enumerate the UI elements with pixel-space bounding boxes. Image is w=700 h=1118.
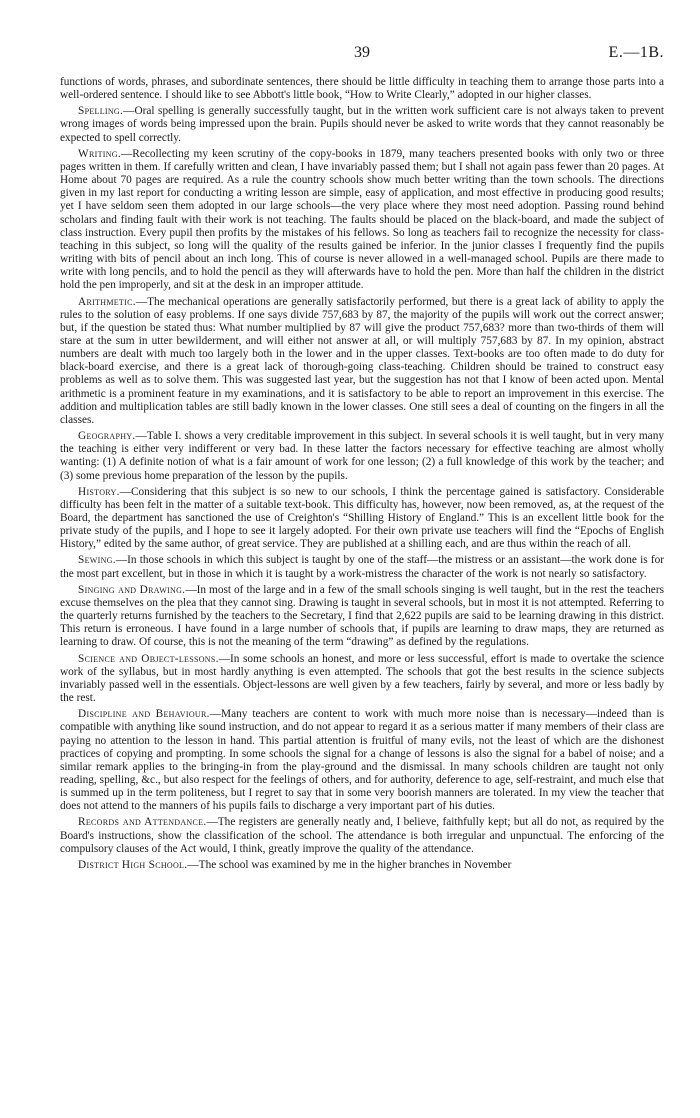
paragraph-arithmetic (60, 296, 664, 428)
paragraph-functions-of-words (60, 76, 664, 102)
paragraph-writing (60, 148, 664, 293)
paragraph-heading: Geography. (78, 430, 136, 443)
paragraph-science-and-object-lessons (60, 653, 664, 706)
paragraph-text: —In most of the large and in a few of the small schools singing is well taught, but in the rest the teachers excuse themselves on the plea that they cannot sing. Drawing is taught in several schools, but in most it is not attempted. Referring to the quarterly returns furnished by the teachers to the Secretary, I find that 2,622 pupils are said to be learning drawing in this district. This return is erroneous. I have found in a large number of schools that, if pupils are learning to draw maps, they are returned as learning to draw. Of course, this is not the meaning of the term “drawing” as defined by the regulations. (60, 583, 664, 649)
paragraph-heading: Discipline and Behaviour. (78, 708, 210, 721)
paragraph-text: —Table I. shows a very creditable improvement in this subject. In several schools it is well taught, but in very many the teaching is either very indifferent or very bad. In these latter the factors necessary for effective teaching are almost wholly wanting: (1) A definite notion of what is a fair amount of work for one lesson; (2) a full knowledge of this work by the teacher; and (3) some previous home preparation of the lesson by the pupils. (60, 430, 664, 482)
page-number: 39 (354, 44, 370, 61)
paragraph-heading: Spelling. (78, 105, 124, 118)
page-header (60, 44, 664, 64)
body-text (60, 76, 664, 875)
paragraph-text: —Many teachers are content to work with much more noise than is necessary—indeed than is compatible with anything like sound instruction, and do not appear to regard it as a serious matter if many members of their class are paying no attention to the lesson in hand. This partial attention is fruitful of many evils, not the least of which are the dishonest practices of copying and prompting. In some schools the signal for a change of lessons is also the signal for a babel of noise; and a similar remark applies to the bringing-in from the play-ground and the dismissal. In many schools children are taught not only reading, spelling, &c., but also respect for the feelings of others, and for authority, deference to age, self-restraint, and much else that is summed up in the term politeness, but I regret to say that in some very boorish manners are tolerated. In my view the teacher that does not attend to the manners of his pupils fails to discharge a very important part of his duties. (60, 708, 664, 813)
paragraph-geography (60, 430, 664, 483)
paragraph-heading: Sewing. (78, 554, 116, 567)
paragraph-text: functions of words, phrases, and subordinate sentences, there should be little difficulty in teaching them to arrange those parts into a well-ordered sentence. I should like to see Abbott's little book, “How to Write Clearly,” adopted in our higher classes. (60, 76, 664, 102)
paragraph-text: —The registers are generally neatly and, I believe, faithfully kept; but all do not, as required by the Board's instructions, show the classification of the school. The attendance is both irregular and unpunctual. The enforcing of the compulsory clauses of the Act would, I think, greatly improve the quality of the attendance. (60, 816, 664, 855)
paragraph-heading: Singing and Drawing. (78, 583, 186, 596)
paragraph-singing-and-drawing (60, 584, 664, 650)
paragraph-text: —The school was examined by me in the higher branches in November (187, 858, 512, 871)
document-reference: E.—1B. (608, 44, 664, 61)
paragraph-spelling (60, 105, 664, 144)
paragraph-heading: Arithmetic. (78, 295, 136, 308)
paragraph-text: —Oral spelling is generally successfully taught, but in the written work sufficient care is not always taken to prevent wrong images of words being impressed upon the brain. Pupils should never be asked to write words that they cannot reasonably be expected to spell correctly. (60, 105, 664, 144)
paragraph-sewing (60, 554, 664, 580)
paragraph-district-high-school (60, 859, 664, 872)
paragraph-heading: Science and Object-lessons. (78, 652, 219, 665)
paragraph-heading: History. (78, 485, 120, 498)
paragraph-heading: District High School. (78, 858, 188, 871)
paragraph-text: —In some schools an honest, and more or less successful, effort is made to overtake the science work of the syllabus, but in most hardly anything is even attempted. The schools that got the best results in the science subjects invariably passed well in the essentials. Object-lessons are well given by a few teachers, fairly by several, and more or less badly by the rest. (60, 652, 665, 705)
paragraph-heading: Writing. (78, 147, 121, 160)
paragraph-text: —In those schools in which this subject is taught by one of the staff—the mistress or an assistant—the work done is for the most part excellent, but in those in which it is taught by a work-mistress the character of the work is not nearly so satisfactory. (60, 554, 664, 580)
paragraph-text: —The mechanical operations are generally satisfactorily performed, but there is a great lack of ability to apply the rules to the solution of easy problems. If one says divide 757,683 by 87, the majority of the pupils will work out the correct answer; but, if the question be stated thus: What number multiplied by 87 will give the product 757,683? more than two-thirds of them will stare at the sum in utter bewilderment, and will either not answer at all, or will multiply 757,683 by 87. In my opinion, abstract numbers are dealt with much too largely both in the lower and in the upper classes. Text-books are too often made to do duty for black-board exercise, and there is a great lack of thorough-going class-teaching. Children should be trained to construct easy problems as well as to solve them. This was suggested last year, but the suggestion has not that I know of been acted upon. Mental arithmetic is a prominent feature in my examinations, and it is satisfactory to be able to report an improvement in this exercise. The addition and multiplication tables are still badly known in the lower classes. One still sees a deal of counting on the fingers in all the classes. (60, 295, 664, 426)
paragraph-history (60, 486, 664, 552)
paragraph-records-and-attendance (60, 816, 664, 855)
paragraph-text: —Recollecting my keen scrutiny of the copy-books in 1879, many teachers presented books with only two or three pages written in them. If carefully written and clean, I have invariably passed them; but I shall not again pass fewer than 20 pages. At Home about 70 pages are required. As a rule the country schools show much better writing than the town schools. The directions given in my last report for conducting a writing lesson are simple, easy of application, and most effective in producing good results; yet I have seldom seen them adopted in our large schools—the very place where they most need adoption. Passing round behind scholars and finding fault with their work is not teaching. The faults should be placed on the black-board, and made the subject of class instruction. Every pupil then profits by the mistakes of his fellows. So long as teachers fail to recognize the necessity for class-teaching in this subject, so long will the quality of the results gained be inferior. In the junior classes I frequently find the pupils writing with bits of pencil about an inch long. This of course is never allowed in a well-managed school. Pupils are there made to write with long pencils, and to hold the pencil as they will afterwards have to hold the pen. More than half the children in the district hold the pen improperly, and sit at the desk in an improper attitude. (60, 147, 664, 292)
paragraph-heading: Records and Attendance. (78, 816, 207, 829)
paragraph-text: —Considering that this subject is so new to our schools, I think the percentage gained is satisfactory. Considerable difficulty has been felt in the matter of a suitable text-book. This difficulty has, however, now been removed, as, at the request of the Board, the department has sanctioned the use of Creighton's “Shilling History of England.” This is an excellent little book for the private study of the pupils, and I hope to see it largely adopted. For their own private use teachers will find the “Epochs of English History,” edited by the same author, of great service. They are published at a shilling each, and are thus within the reach of all. (60, 485, 664, 551)
paragraph-discipline-and-behaviour (60, 708, 664, 813)
